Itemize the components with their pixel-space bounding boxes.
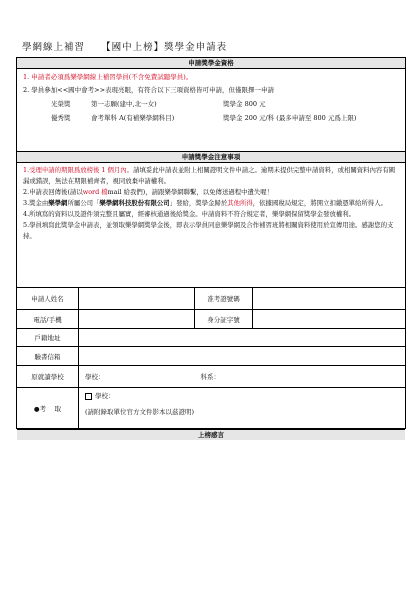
exam-note: (請附錄取單位官方文件影本以茲證明) bbox=[85, 408, 195, 416]
notice-3-other-income: 其他所得 bbox=[227, 199, 253, 207]
notice-header: 申請獎學金注意事項 bbox=[17, 152, 405, 163]
school-label: 原就讀學校 bbox=[17, 366, 79, 387]
notice-2-b: mail 給我們)，請跟樂學網聯繫，以免傳送過程中遺失喔！ bbox=[107, 188, 274, 196]
award-b-name: 優秀獎 bbox=[51, 114, 71, 122]
notice-2-a: 2.申請表回傳後(請以 bbox=[23, 188, 83, 196]
dept-label: 科系： bbox=[200, 373, 220, 381]
exam-field[interactable] bbox=[79, 388, 405, 429]
ticket-field[interactable] bbox=[253, 288, 405, 309]
exam-school-checkbox[interactable] bbox=[85, 393, 92, 400]
eligibility-section bbox=[17, 69, 405, 152]
email-label: 驗書信箱 bbox=[17, 347, 79, 365]
notice-section bbox=[17, 163, 405, 288]
phone-label: 電話/手機 bbox=[17, 310, 79, 328]
notice-3-company: 樂學網科技股份有限公司 bbox=[99, 199, 170, 207]
address-field[interactable] bbox=[79, 329, 405, 346]
notice-5: 5.學員填寫此獎學金申請表，並領取樂學網獎學金後，即表示學員同意樂學網及合作補習班將相關資料使用於宣傳用途。感謝您的支持。 bbox=[23, 221, 394, 240]
phone-field[interactable] bbox=[79, 310, 195, 328]
application-form bbox=[16, 57, 406, 439]
school-field[interactable] bbox=[79, 366, 405, 387]
testimonial-header: 上榜感言 bbox=[17, 430, 405, 440]
ticket-label: 准考證號碼 bbox=[195, 288, 253, 309]
award-a-amount: 獎學金 800 元 bbox=[223, 100, 266, 108]
notice-3-c: 」發給，獎學金歸於 bbox=[169, 199, 228, 207]
notice-1 bbox=[23, 165, 399, 187]
id-field[interactable] bbox=[253, 310, 405, 328]
eligibility-rule-1: 1. 申請者必須爲樂學網線上補習學員(不含免費試聽學員)。 bbox=[23, 73, 193, 81]
notice-2 bbox=[23, 187, 399, 198]
award-a-rule: 第一志願(建中,北一女) bbox=[91, 100, 157, 108]
award-b-amount: 獎學金 200 元/科 (最多申請至 800 元爲上限) bbox=[223, 114, 357, 122]
notice-3-brand: 樂學網 bbox=[48, 199, 68, 207]
notice-4: 4.所填寫的資料以及證件須完整且屬實，經審核通過後給獎金。申請資料不符合規定者，樂學網保留獎學金發放權利。 bbox=[23, 210, 356, 218]
notice-3 bbox=[23, 198, 399, 209]
page-title: 學網線上補習 【國中上榜】獎學金申請表 bbox=[22, 42, 228, 53]
eligibility-rule-2: 2. 學員參加<<國中會考>>表現亮眼，有符合以下三項資格皆可申請，但僅限擇一申請 bbox=[23, 86, 275, 94]
name-field[interactable] bbox=[79, 288, 195, 309]
form-row-name bbox=[17, 288, 405, 310]
form-row-exam bbox=[17, 388, 405, 430]
award-b-rule: 會考單科 A(有補樂學網科目) bbox=[91, 114, 175, 122]
notice-1-text: 請填妥此申請表並附上相關證明文件申請之。逾期未提供完整申請資料，或相關資料內容有闕漏或錯誤，無法在期限補齊者，視同放棄申請權利。 bbox=[23, 166, 396, 185]
exam-label: ●考 取 bbox=[17, 388, 79, 429]
notice-3-a: 3.獎金由 bbox=[23, 199, 49, 207]
notice-1-deadline: 1.受理申請的期限爲放榜後 1 個月內。 bbox=[23, 166, 134, 174]
name-label: 申請人姓名 bbox=[17, 288, 79, 309]
notice-2-word-file: word 檔 bbox=[82, 188, 108, 196]
exam-school-label: 學校： bbox=[95, 392, 115, 400]
award-a-name: 光榮獎 bbox=[51, 100, 71, 108]
school-name-label: 學校： bbox=[85, 373, 105, 381]
email-field[interactable] bbox=[79, 347, 405, 365]
form-row-address bbox=[17, 329, 405, 347]
form-row-school bbox=[17, 366, 405, 388]
notice-3-b: 所屬公司「 bbox=[67, 199, 100, 207]
form-row-email bbox=[17, 347, 405, 366]
eligibility-header: 申請獎學金資格 bbox=[17, 58, 405, 69]
id-label: 身分証字號 bbox=[195, 310, 253, 328]
notice-3-d: ，依據國稅局規定，將開立扣繳憑單給所得人。 bbox=[252, 199, 387, 207]
form-row-phone bbox=[17, 310, 405, 329]
address-label: 戶籍地址 bbox=[17, 329, 79, 346]
